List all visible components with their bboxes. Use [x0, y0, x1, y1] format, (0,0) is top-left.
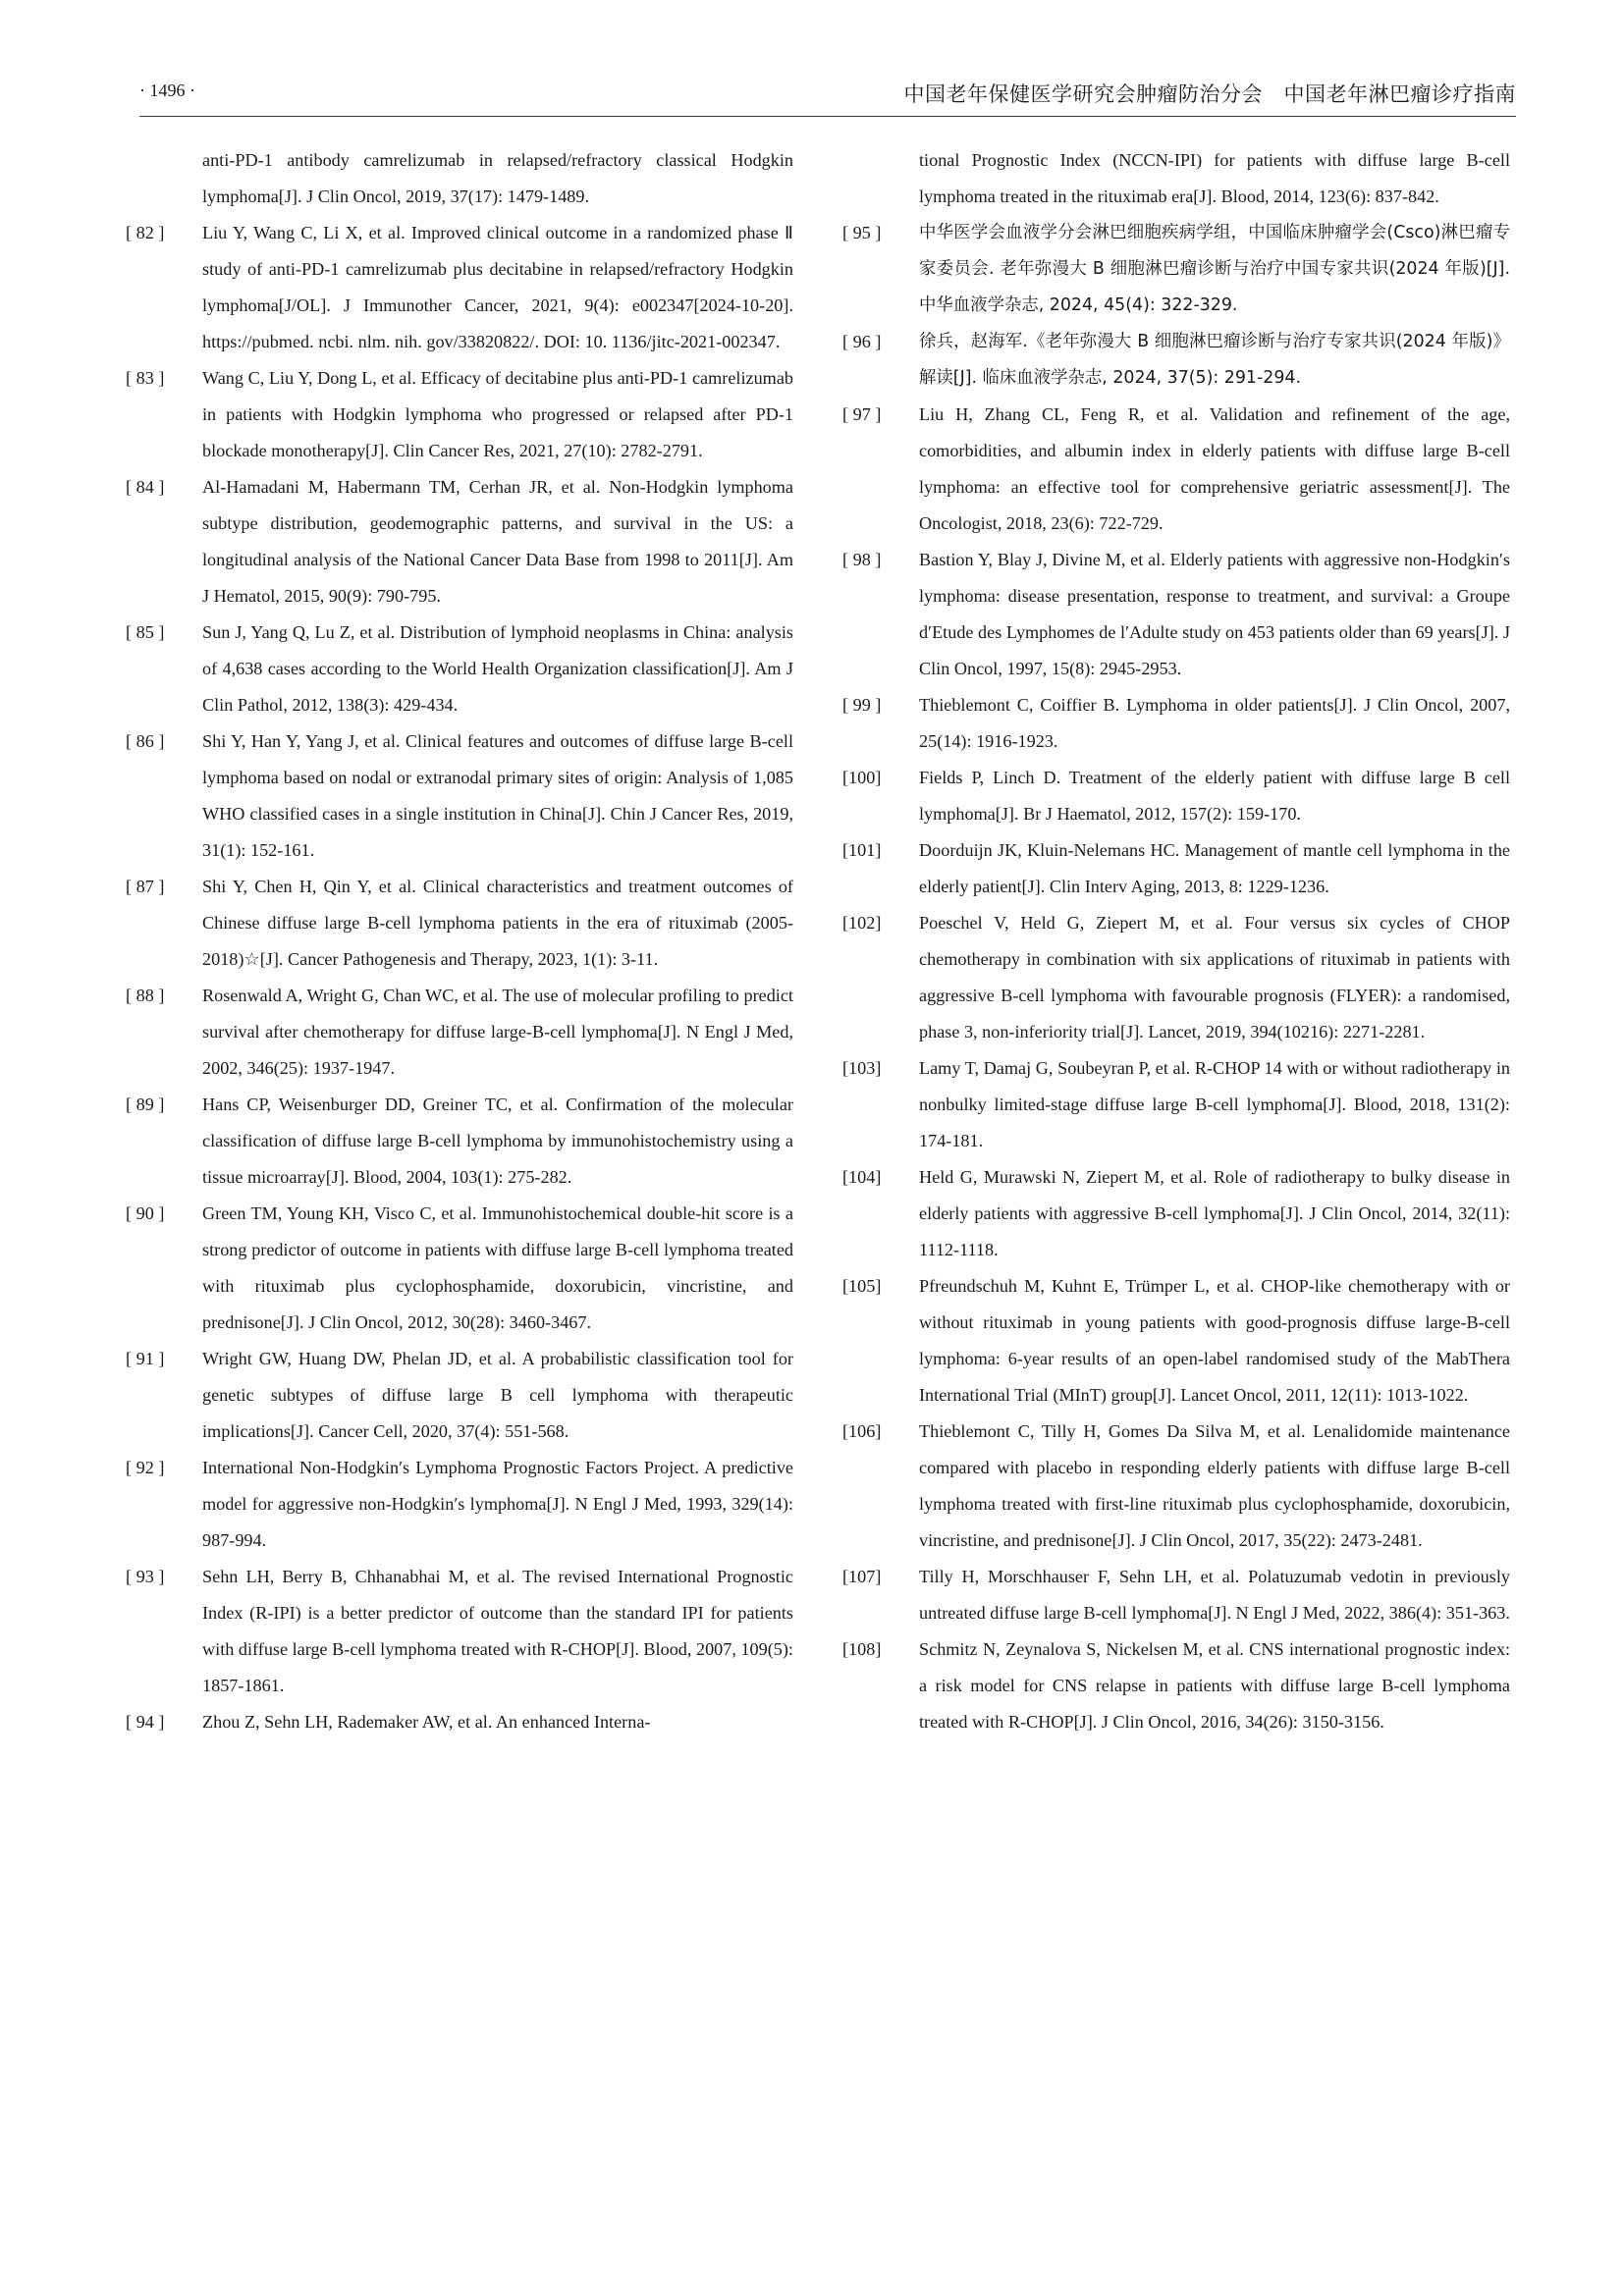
reference-number: [ 92 ]: [126, 1458, 165, 1477]
reference-entry: [126, 1704, 793, 1740]
reference-entry: [842, 1159, 1510, 1268]
reference-number: [ 93 ]: [126, 1567, 165, 1586]
reference-text: Lamy T, Damaj G, Soubeyran P, et al. R-CHOP 14 with or without radiotherapy in nonbulky limited-stage diffuse large B-cell lymphoma[J]. Blood, 2018, 131(2): 174-181.: [919, 1058, 1510, 1150]
reference-entry: [842, 397, 1510, 542]
reference-entry: [126, 469, 793, 614]
reference-number: [ 84 ]: [126, 477, 165, 497]
reference-text: Pfreundschuh M, Kuhnt E, Trümper L, et al. CHOP-like chemotherapy with or without rituximab in young patients with good-prognosis diffuse large-B-cell lymphoma: 6-year results of an open-label randomised study of the MabThera International Trial (MInT) group[J]. Lancet Oncol, 2011, 12(11): 1013-1022.: [919, 1276, 1510, 1405]
reference-number: [ 99 ]: [842, 695, 882, 715]
reference-number: [ 91 ]: [126, 1349, 165, 1368]
reference-number: [102]: [842, 913, 882, 933]
reference-text: Green TM, Young KH, Visco C, et al. Immunohistochemical double-hit score is a strong predictor of outcome in patients with diffuse large B-cell lymphoma treated with rituximab plus cyclophosphamide, doxorubicin, vincristine, and prednisone[J]. J Clin Oncol, 2012, 30(28): 3460-3467.: [202, 1203, 793, 1332]
reference-number: [108]: [842, 1639, 882, 1659]
reference-text: International Non-Hodgkin′s Lymphoma Prognostic Factors Project. A predictive model for aggressive non-Hodgkin′s lymphoma[J]. N Engl J Med, 1993, 329(14): 987-994.: [202, 1458, 793, 1550]
reference-entry: [842, 1631, 1510, 1740]
reference-entry: [842, 905, 1510, 1050]
reference-text: Shi Y, Chen H, Qin Y, et al. Clinical characteristics and treatment outcomes of Chinese diffuse large B-cell lymphoma patients in the era of rituximab (2005-2018)☆[J]. Cancer Pathogenesis and Therapy, 2023, 1(1): 3-11.: [202, 877, 793, 969]
reference-text: Wright GW, Huang DW, Phelan JD, et al. A probabilistic classification tool for genetic subtypes of diffuse large B cell lymphoma with therapeutic implications[J]. Cancer Cell, 2020, 37(4): 551-568.: [202, 1349, 793, 1441]
reference-entry: [126, 978, 793, 1087]
reference-number: [101]: [842, 840, 882, 860]
reference-number: [ 95 ]: [842, 223, 882, 242]
reference-entry: [126, 1196, 793, 1341]
reference-number: [ 89 ]: [126, 1095, 165, 1114]
reference-entry: [842, 1268, 1510, 1414]
reference-number: [ 98 ]: [842, 550, 882, 569]
page-header: [139, 77, 1516, 117]
reference-text: Hans CP, Weisenburger DD, Greiner TC, et al. Confirmation of the molecular classification of diffuse large B-cell lymphoma by immunohistochemistry using a tissue microarray[J]. Blood, 2004, 103(1): 275-282.: [202, 1095, 793, 1187]
reference-entry: [126, 1450, 793, 1559]
reference-number: [ 94 ]: [126, 1712, 165, 1732]
reference-text: Zhou Z, Sehn LH, Rademaker AW, et al. An enhanced Interna-: [202, 1712, 651, 1732]
reference-number: [107]: [842, 1567, 882, 1586]
reference-entry: [126, 142, 793, 215]
reference-text: Al-Hamadani M, Habermann TM, Cerhan JR, et al. Non-Hodgkin lymphoma subtype distribution, geodemographic patterns, and survival in the US: a longitudinal analysis of the National Cancer Data Base from 1998 to 2011[J]. Am J Hematol, 2015, 90(9): 790-795.: [202, 477, 793, 606]
reference-entry: [126, 1559, 793, 1704]
reference-text: Doorduijn JK, Kluin-Nelemans HC. Management of mantle cell lymphoma in the elderly patient[J]. Clin Interv Aging, 2013, 8: 1229-1236.: [919, 840, 1510, 896]
reference-number: [ 83 ]: [126, 368, 165, 388]
reference-entry: [842, 324, 1510, 397]
reference-number: [100]: [842, 768, 882, 787]
reference-text: Sehn LH, Berry B, Chhanabhai M, et al. The revised International Prognostic Index (R-IPI) is a better predictor of outcome than the standard IPI for patients with diffuse large B-cell lymphoma treated with R-CHOP[J]. Blood, 2007, 109(5): 1857-1861.: [202, 1567, 793, 1695]
reference-entry: [126, 360, 793, 469]
reference-text: 徐兵，赵海军.《老年弥漫大 B 细胞淋巴瘤诊断与治疗专家共识(2024 年版)》解读[J]. 临床血液学杂志, 2024, 37(5): 291-294.: [919, 332, 1510, 388]
reference-number: [ 96 ]: [842, 332, 882, 351]
reference-number: [ 90 ]: [126, 1203, 165, 1223]
reference-entry: [126, 1087, 793, 1196]
reference-entry: [842, 1050, 1510, 1159]
reference-number: [ 85 ]: [126, 622, 165, 642]
reference-column-right: [842, 142, 1510, 1740]
reference-number: [106]: [842, 1421, 882, 1441]
reference-entry: [126, 723, 793, 869]
reference-number: [ 87 ]: [126, 877, 165, 896]
reference-text: tional Prognostic Index (NCCN-IPI) for patients with diffuse large B-cell lymphoma treated in the rituximab era[J]. Blood, 2014, 123(6): 837-842.: [919, 150, 1510, 206]
reference-entry: [842, 760, 1510, 832]
reference-text: 中华医学会血液学分会淋巴细胞疾病学组，中国临床肿瘤学会(Csco)淋巴瘤专家委员会. 老年弥漫大 B 细胞淋巴瘤诊断与治疗中国专家共识(2024 年版)[J]. 中华血液学杂志, 2024, 45(4): 322-329.: [919, 223, 1510, 315]
reference-text: Wang C, Liu Y, Dong L, et al. Efficacy of decitabine plus anti-PD-1 camrelizumab in patients with Hodgkin lymphoma who progressed or relapsed after PD-1 blockade monotherapy[J]. Clin Cancer Res, 2021, 27(10): 2782-2791.: [202, 368, 793, 460]
reference-entry: [842, 1559, 1510, 1631]
reference-entry: [126, 1341, 793, 1450]
reference-text: Shi Y, Han Y, Yang J, et al. Clinical features and outcomes of diffuse large B-cell lymphoma based on nodal or extranodal primary sites of origin: Analysis of 1,085 WHO classified cases in a single institution in China[J]. Chin J Cancer Res, 2019, 31(1): 152-161.: [202, 731, 793, 860]
reference-number: [ 97 ]: [842, 404, 882, 424]
reference-entry: [842, 142, 1510, 215]
reference-entry: [842, 215, 1510, 324]
reference-text: Thieblemont C, Tilly H, Gomes Da Silva M, et al. Lenalidomide maintenance compared with placebo in responding elderly patients with diffuse large B-cell lymphoma treated with first-line rituximab plus cyclophosphamide, doxorubicin, vincristine, and prednisone[J]. J Clin Oncol, 2017, 35(22): 2473-2481.: [919, 1421, 1510, 1550]
page-number: · 1496 ·: [139, 80, 195, 100]
reference-entry: [842, 687, 1510, 760]
reference-entry: [842, 832, 1510, 905]
reference-text: Tilly H, Morschhauser F, Sehn LH, et al. Polatuzumab vedotin in previously untreated diffuse large B-cell lymphoma[J]. N Engl J Med, 2022, 386(4): 351-363.: [919, 1567, 1510, 1623]
reference-text: Poeschel V, Held G, Ziepert M, et al. Four versus six cycles of CHOP chemotherapy in combination with six applications of rituximab in patients with aggressive B-cell lymphoma with favourable prognosis (FLYER): a randomised, phase 3, non-inferiority trial[J]. Lancet, 2019, 394(10216): 2271-2281.: [919, 913, 1510, 1041]
reference-number: [ 82 ]: [126, 223, 165, 242]
reference-entry: [126, 869, 793, 978]
reference-text: Rosenwald A, Wright G, Chan WC, et al. The use of molecular profiling to predict survival after chemotherapy for diffuse large-B-cell lymphoma[J]. N Engl J Med, 2002, 346(25): 1937-1947.: [202, 986, 793, 1078]
reference-number: [104]: [842, 1167, 882, 1187]
reference-text: Liu H, Zhang CL, Feng R, et al. Validation and refinement of the age, comorbidities, and albumin index in elderly patients with diffuse large B-cell lymphoma: an effective tool for comprehensive geriatric assessment[J]. The Oncologist, 2018, 23(6): 722-729.: [919, 404, 1510, 533]
reference-text: Bastion Y, Blay J, Divine M, et al. Elderly patients with aggressive non-Hodgkin′s lymphoma: disease presentation, response to treatment, and survival: a Groupe d′Etude des Lymphomes de l′Adulte study on 453 patients older than 69 years[J]. J Clin Oncol, 1997, 15(8): 2945-2953.: [919, 550, 1510, 678]
reference-number: [ 88 ]: [126, 986, 165, 1005]
running-title: 中国老年保健医学研究会肿瘤防治分会 中国老年淋巴瘤诊疗指南: [903, 82, 1516, 106]
reference-entry: [842, 542, 1510, 687]
reference-text: Fields P, Linch D. Treatment of the elderly patient with diffuse large B cell lymphoma[J]. Br J Haematol, 2012, 157(2): 159-170.: [919, 768, 1510, 824]
reference-text: Liu Y, Wang C, Li X, et al. Improved clinical outcome in a randomized phase Ⅱ study of anti-PD-1 camrelizumab plus decitabine in relapsed/refractory Hodgkin lymphoma[J/OL]. J Immunother Cancer, 2021, 9(4): e002347[2024-10-20]. https://pubmed. ncbi. nlm. nih. gov/33820822/. DOI: 10. 1136/jitc-2021-002347.: [202, 223, 793, 351]
reference-text: Schmitz N, Zeynalova S, Nickelsen M, et al. CNS international prognostic index: a risk model for CNS relapse in patients with diffuse large B-cell lymphoma treated with R-CHOP[J]. J Clin Oncol, 2016, 34(26): 3150-3156.: [919, 1639, 1510, 1732]
reference-number: [105]: [842, 1276, 882, 1296]
reference-entry: [126, 215, 793, 360]
reference-text: Sun J, Yang Q, Lu Z, et al. Distribution of lymphoid neoplasms in China: analysis of 4,638 cases according to the World Health Organization classification[J]. Am J Clin Pathol, 2012, 138(3): 429-434.: [202, 622, 793, 715]
reference-text: Thieblemont C, Coiffier B. Lymphoma in older patients[J]. J Clin Oncol, 2007, 25(14): 1916-1923.: [919, 695, 1510, 751]
reference-number: [ 86 ]: [126, 731, 165, 751]
reference-number: [103]: [842, 1058, 882, 1078]
reference-column-left: [126, 142, 793, 1740]
reference-entry: [126, 614, 793, 723]
reference-entry: [842, 1414, 1510, 1559]
reference-text: Held G, Murawski N, Ziepert M, et al. Role of radiotherapy to bulky disease in elderly patients with aggressive B-cell lymphoma[J]. J Clin Oncol, 2014, 32(11): 1112-1118.: [919, 1167, 1510, 1259]
reference-text: anti-PD-1 antibody camrelizumab in relapsed/refractory classical Hodgkin lymphoma[J]. J Clin Oncol, 2019, 37(17): 1479-1489.: [202, 150, 793, 206]
